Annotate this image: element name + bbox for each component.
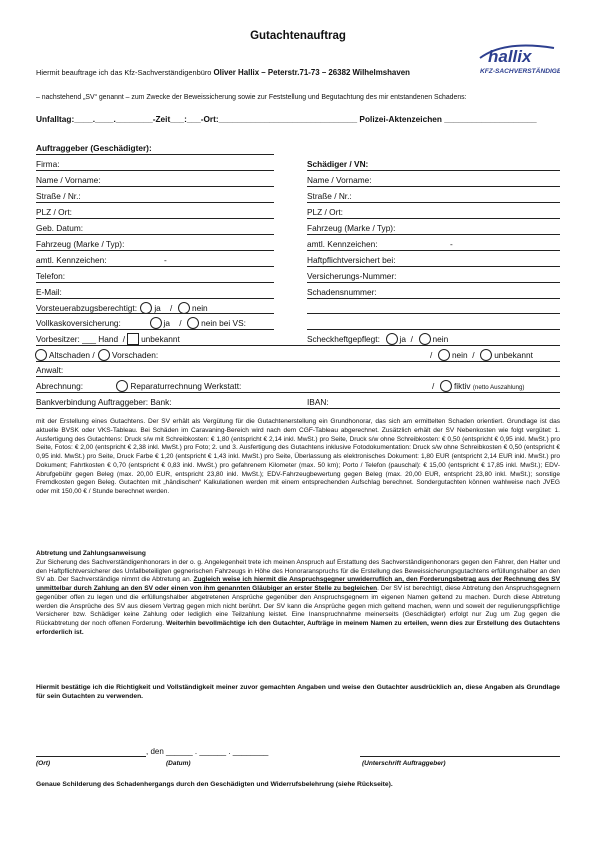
client-field-label: Telefon: <box>36 271 66 281</box>
fiktiv-slash: / <box>432 381 435 392</box>
confirmation-text: Hiermit bestätige ich die Richtigkeit und Vollständigkeit meiner zuvor gemachten Angaben und weise den Gutachter ausdrücklich an, diese Angaben als Grundlage für sein Gutachten zu verwenden. <box>36 684 560 700</box>
date-caption: (Datum) <box>166 760 191 767</box>
opponent-field-label: PLZ / Ort: <box>307 207 343 217</box>
intro-line-2: – nachstehend „SV“ genannt – zum Zwecke der Beweissicherung sowie zur Feststellung und Begutachtung des mir entstandenen Schadens: <box>36 94 467 101</box>
place-caption: (Ort) <box>36 760 51 767</box>
accident-time-label: -Zeit <box>152 114 171 124</box>
client-field-label: Fahrzeug (Marke / Typ): <box>36 239 125 249</box>
accident-place-field[interactable]: ______________________________ <box>218 114 358 124</box>
accident-date-label: Unfalltag: <box>36 114 75 124</box>
opponent-field-label: amtl. Kennzeichen: <box>307 239 378 249</box>
comp-rule <box>36 329 274 330</box>
assignment-heading: Abtretung und Zahlungsanweisung <box>36 550 146 557</box>
comp-slash: / <box>179 318 182 329</box>
old-damage-radio[interactable] <box>35 349 47 361</box>
opponent-field-label: Haftpflichtversichert bei: <box>307 255 396 265</box>
intro-prefix: Hiermit beauftrage ich das Kfz-Sachverständigenbüro <box>36 68 214 77</box>
iban-label: IBAN: <box>307 397 329 407</box>
service-ja-radio[interactable] <box>386 333 398 345</box>
accident-time-field[interactable]: ___:___ <box>170 114 201 124</box>
comp-nein-label: nein bei VS: <box>201 318 246 329</box>
client-field-input[interactable] <box>36 266 274 267</box>
accident-date-field[interactable]: ____.____.________ <box>74 114 153 124</box>
opponent-field-input[interactable] <box>307 218 560 219</box>
damage-nein-radio[interactable] <box>438 349 450 361</box>
fiktiv-radio[interactable] <box>440 380 452 392</box>
bank-label: Bankverbindung Auftraggeber: Bank: <box>36 397 172 407</box>
damage-unknown-radio[interactable] <box>480 349 492 361</box>
prev-damage-label: Vorschaden: <box>112 350 159 361</box>
vat-rule <box>36 313 274 314</box>
attorney-label: Anwalt: <box>36 365 64 375</box>
service-label: Scheckheftgepflegt: <box>307 334 380 345</box>
prev-owner-unknown-checkbox[interactable] <box>127 333 139 345</box>
comp-label: Vollkaskoversicherung: <box>36 318 121 329</box>
opponent-field-input[interactable] <box>307 282 560 283</box>
damage-answer-slash-1: / <box>430 350 433 361</box>
opponent-field-label: Versicherungs-Nummer: <box>307 271 397 281</box>
assignment-p3: . Der SV ist berechtigt, diese Abtretung den Anspruchsgegnern gegenüber offen zu legen und die erfüllungshalber abgetretenen Ansprüche gegenüber den Anspruchsgegnern im eigenen Namen geltend zu machen. Durch diese Abtretung werden die Ansprüche des SV aus diesem Vertrag gegen mich nicht berührt. Der SV kann die Ansprüche gegen mich geltend machen, wenn und soweit der regulierungspflichtige Versicherer bzw. Schädiger keine Zahlung oder lediglich eine Teilzahlung leistet. Eine Inanspruchnahme meinerseits (Geschädigter) erfolgt nur Zug um Zug gegen die Rückabtretung der noch offenen Forderung. <box>36 585 560 628</box>
comp-ja-radio[interactable] <box>150 317 162 329</box>
client-field-label: E-Mail: <box>36 287 62 297</box>
fiktiv-note: (netto Auszahlung) <box>472 384 525 392</box>
opponent-field-input[interactable] <box>307 234 560 235</box>
accident-line <box>36 114 537 124</box>
client-field-label: amtl. Kennzeichen: <box>36 255 107 265</box>
logo-brand: hallix <box>488 47 532 66</box>
hand-label: Hand <box>98 334 119 345</box>
client-field-input[interactable] <box>36 250 274 251</box>
opponent-field-input[interactable] <box>307 250 560 251</box>
client-field-label: Geb. Datum: <box>36 223 84 233</box>
assignment-instruction: Zugleich weise ich hiermit die Anspruchsgegner unwiderruflich an, den Forderungsbetrag aus der Rechnung des SV unmittelbar durch Zahlung an den SV oder einen von ihm genannten Gläubiger an erster Stelle zu begleichen <box>36 576 560 593</box>
intro-line <box>36 68 410 77</box>
client-field-input[interactable] <box>36 234 274 235</box>
opponent-heading: Schädiger / VN: <box>307 159 369 169</box>
billing-rule <box>36 392 560 393</box>
damage-rule <box>36 361 560 362</box>
assignment-p1: Zur Sicherung des Sachverständigenhonorars in der o. g. Angelegenheit trete ich meinen Anspruch auf Erstattung des Sachverständigenhonorars gegen den Fahrer, den Halter und den Haftpflichtversicherer des Unfallbeteiligten gegnerischen Fahrzeugs in Höhe des Honoraranspruchs für die Erstellung des Beweissicherungsgutachtens erfüllungshalber an den SV ab. Der Sachverständige nimmt die Abtretung an. <box>36 558 560 584</box>
opponent-field-label: Schadensnummer: <box>307 287 377 297</box>
right-blank-rule-1 <box>307 313 560 314</box>
client-field-label: Firma: <box>36 159 60 169</box>
damage-unknown-label: unbekannt <box>494 350 533 361</box>
opponent-field-input[interactable] <box>307 266 560 267</box>
opponent-field-label: Name / Vorname: <box>307 175 372 185</box>
accident-place-label: -Ort: <box>200 114 219 124</box>
client-field-label: Name / Vorname: <box>36 175 101 185</box>
signature-caption: (Unterschrift Auftraggeber) <box>362 760 446 767</box>
police-ref-label: Polizei-Aktenzeichen <box>359 114 442 124</box>
client-field-input[interactable] <box>36 170 274 171</box>
page-title: Gutachtenauftrag <box>250 30 346 42</box>
client-field-input[interactable] <box>36 202 274 203</box>
prev-owner-unknown-label: unbekannt <box>141 334 180 345</box>
vat-nein-label: nein <box>191 303 208 314</box>
old-damage-label: Altschaden <box>49 350 91 361</box>
service-ja-label: ja <box>399 334 406 345</box>
comp-ja-label: ja <box>163 318 170 329</box>
repair-invoice-radio[interactable] <box>116 380 128 392</box>
footer-note: Genaue Schilderung des Schadenhergangs durch den Geschädigten und Widerrufsbelehrung (siehe Rückseite). <box>36 781 393 788</box>
client-heading-rule <box>36 154 274 155</box>
prev-damage-radio[interactable] <box>98 349 110 361</box>
opponent-plate-dash: - <box>450 239 453 249</box>
damage-nein-label: nein <box>451 350 468 361</box>
service-nein-radio[interactable] <box>419 333 431 345</box>
client-plate-dash: - <box>164 255 167 265</box>
logo-tagline: KFZ-SACHVERSTÄNDIGER <box>480 68 560 75</box>
signature-field[interactable] <box>360 756 560 757</box>
client-heading: Auftraggeber (Geschädigter): <box>36 143 152 153</box>
vat-label: Vorsteuerabzugsberechtigt: <box>36 303 138 314</box>
opponent-field-input[interactable] <box>307 186 560 187</box>
fees-paragraph: mit der Erstellung eines Gutachtens. Der SV erhält als Vergütung für die Gutachtenerstellung ein Grundhonorar, das sich am ermittelten Schaden orientiert. Grundlage ist das aktuelle BVSK oder VKS-Tableau. Bei Schäden im Caravaning-Bereich wird nach dem CGF-Tableau abgerechnet. Zusätzlich erhält der SV Nebenkosten wie folgt vergütet: 1. Ausfertigung des Gutachtens: Druck s/w mit Schreibkosten: € 1,80 (entspricht € 2,14 inkl. MwSt.) pro Seite, Druck s/w ohne Schreibkosten: € 0,50 (entspricht € 0,95 inkl. MwSt.) pro Seite, Fotos: € 2,00 (entspricht € 2,38 inkl. MwSt.) pro Foto; 2. und 3. Ausfertigung des Gutachtens inklusive Fotodokumentation: Druck s/w ohne Schreibkosten € 0,50 (entspricht € 0,95 inkl. MwSt.) pro Seite, Druck Farbe € 1,20 (entspricht € 1,43 inkl. MwSt.) pro Seite, Überlassung als elektronisches Dokument: 1,80 EUR (entspricht 2,14 EUR inkl. MwSt.) pro Dokument; Fahrtkosten € 0,70 (entspricht € 0,83 inkl. MwSt.) pro gefahrenem Kilometer (max. 50 km); Porto / Telefon (pauschal): € 15,00 (entspricht € 17,85 inkl. MwSt.); EDV-Abrufgebühr gegen Beleg (max. 20,00 EUR, entspricht 23,80 inkl. MwSt.); EDV-Fahrzeugbewertung gegen Beleg (max. 20,00 EUR, entspricht 23,80 inkl. MwSt.); sonstige Fremdkosten gegen Beleg. Gutachten mit „händischen“ Kalkulationen werden mit einem entsprechenden Aufschlag berechnet. Sondergutachten können wahlweise nach JVEG oder mit 150,00 € / Stunde berechnet werden. <box>36 418 560 496</box>
assignment-authorization: Weiterhin bevollmächtige ich den Gutachter, Aufträge in meinem Namen zu erteilen, wenn dies zur Erstellung des Gutachtens erforderlich ist. <box>36 620 560 636</box>
billing-label: Abrechnung: <box>36 381 84 392</box>
bank-field[interactable] <box>36 408 560 409</box>
comp-nein-radio[interactable] <box>187 317 199 329</box>
damage-slash: / <box>92 350 95 361</box>
repair-invoice-label: Reparaturrechnung Werkstatt: <box>130 381 242 392</box>
place-field[interactable] <box>36 756 146 757</box>
opponent-heading-rule <box>307 170 560 171</box>
opponent-field-label: Straße / Nr.: <box>307 191 352 201</box>
hallix-logo <box>474 42 560 76</box>
client-field-input[interactable] <box>36 218 274 219</box>
client-field-input[interactable] <box>36 298 274 299</box>
client-field-label: Straße / Nr.: <box>36 191 81 201</box>
prev-owner-label: Vorbesitzer: <box>36 334 80 345</box>
vat-slash: / <box>170 303 173 314</box>
prev-owner-field[interactable]: ___ <box>82 334 96 345</box>
vat-ja-label: ja <box>154 303 161 314</box>
fiktiv-label: fiktiv <box>453 381 471 392</box>
client-field-input[interactable] <box>36 186 274 187</box>
date-field[interactable]: , den ______ . ______ . ________ <box>146 747 269 756</box>
damage-answer-slash-2: / <box>472 350 475 361</box>
police-ref-field[interactable]: ____________________ <box>444 114 537 124</box>
right-blank-rule-2 <box>307 329 560 330</box>
opponent-field-label: Fahrzeug (Marke / Typ): <box>307 223 396 233</box>
prev-owner-slash: / <box>122 334 126 345</box>
opponent-field-input[interactable] <box>307 298 560 299</box>
company-address: Oliver Hallix – Peterstr.71-73 – 26382 Wilhelmshaven <box>213 68 410 77</box>
attorney-field[interactable] <box>36 376 560 377</box>
client-field-label: PLZ / Ort: <box>36 207 72 217</box>
opponent-field-input[interactable] <box>307 202 560 203</box>
assignment-section <box>36 550 560 638</box>
prev-owner-rule <box>36 345 560 346</box>
client-field-input[interactable] <box>36 282 274 283</box>
service-nein-label: nein <box>432 334 449 345</box>
service-slash: / <box>410 334 413 345</box>
